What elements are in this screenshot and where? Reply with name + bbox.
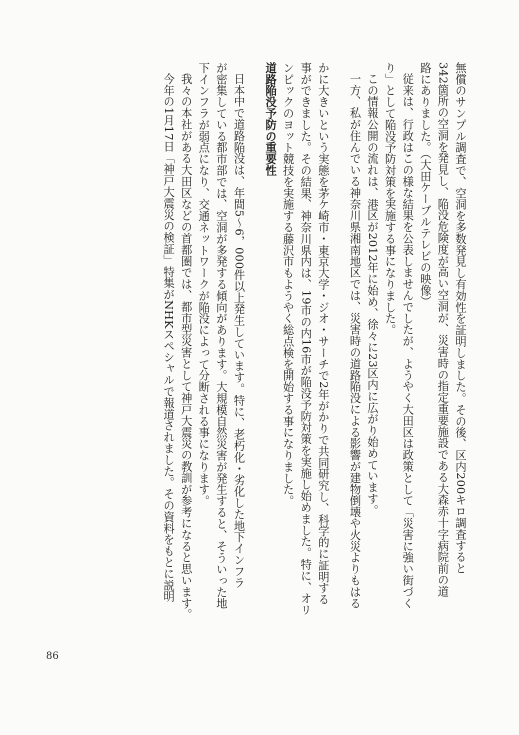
text-line: 事ができました。その結果、神奈川県内は、19市の内16市が陥没予防対策を実施し始めました。特に、オリ xyxy=(299,62,313,616)
text-line: 従来は、行政はこの様な結果を公表しませんでしたが、ようやく大田区は政策として「災害に強い街づく xyxy=(401,73,415,609)
text-line: が密集している都市部では、空洞が多発する傾向があります。大規模自然災害が発生すると、そういった地 xyxy=(214,62,228,610)
text-line: 我々の本社がある大田区などの首都圏では、都市型災害として神戸大震災の教訓が参考になると思います。 xyxy=(179,73,193,621)
text-line: 下インフラが弱点になり、交通ネットワークが陥没によって分断される事になります。 xyxy=(197,62,211,507)
text-line: 日本中で道路陥没は、年間5～6，000件以上発生しています。特に、老朽化・劣化した地下インフラ xyxy=(232,73,246,589)
text-line: 一方、私が住んでいる神奈川県湘南地区では、災害時の道路陥没による影響が建物倒壊や火災よりもはる xyxy=(348,73,362,609)
section-heading: 道路陥没予防の重要性 xyxy=(264,62,279,176)
text-line: 無償のサンプル調査で、空洞を多数発見し有効性を証明しました。その後、区内200キロ調査すると xyxy=(454,62,467,575)
text-line: り」として陥没予防対策を実施する事になりました。 xyxy=(383,62,397,336)
text-line: 今年の1月17日「神戸大震災の検証」特集がNHKスペシャルで報道されました。その資料をもとに説明 xyxy=(162,73,176,603)
text-line: 342箇所の空洞を発見し、陥没危険度が高い空洞が、災害時の指定重要施設である大森赤十字病院前の道 xyxy=(436,62,450,597)
text-line: 路にありました。（大田ケーブルテレビの映像） xyxy=(418,62,432,308)
vertical-body-text xyxy=(39,62,469,647)
text-line: この情報公開の流れは、港区が2012年に始め、徐々に23区内に広がり始めています。 xyxy=(366,73,380,517)
page-number: 86 xyxy=(46,651,59,662)
text-line: ンピックのヨット競技を実施する藤沢市もようやく総点検を開始する事になりました。 xyxy=(281,62,295,507)
text-line: かに大きいという実態を茅ケ崎市・東京大学・ジオ・サーチで2年がかりで共同研究し、科学的に証明する xyxy=(316,62,330,606)
